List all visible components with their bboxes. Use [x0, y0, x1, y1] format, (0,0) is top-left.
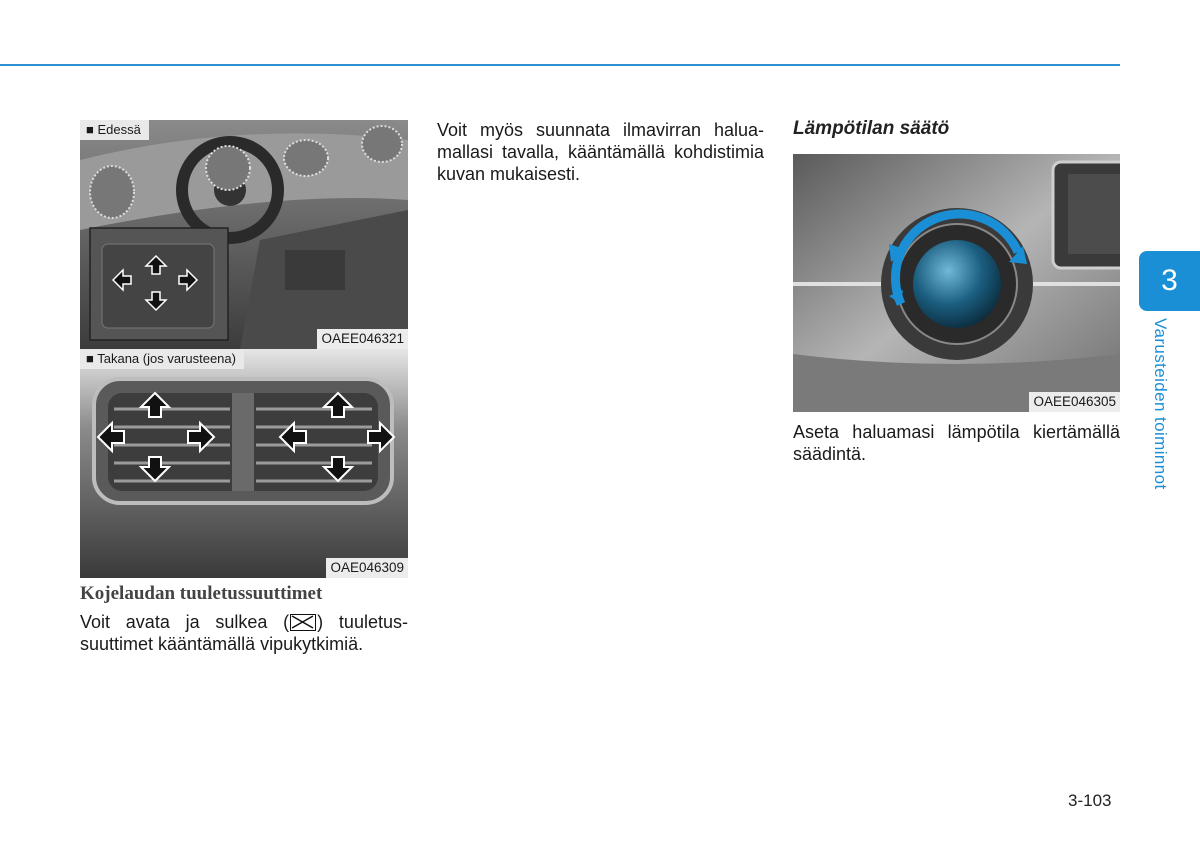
figure-dial-code: OAEE046305 [1029, 392, 1120, 412]
figure-front-code: OAEE046321 [317, 329, 408, 349]
figure-front-vents [80, 120, 408, 349]
figure-rear-label: ■ Takana (jos varusteena) [80, 349, 244, 369]
header-rule [0, 64, 1120, 66]
vent-closed-x-icon [290, 614, 316, 631]
chapter-number-tab: 3 [1139, 251, 1200, 311]
rear-vents-illustration [80, 349, 408, 578]
temperature-dial-illustration [793, 154, 1120, 412]
figure-rear-code: OAE046309 [326, 558, 408, 578]
airflow-direction-text: Voit myös suunnata ilmavirran haluamallasi tavalla, kääntämällä kohdistimia kuvan mukaisesti. [437, 120, 764, 184]
front-vents-illustration [80, 120, 408, 349]
chapter-title: Varusteiden toiminnot [1151, 318, 1170, 490]
figure-rear-vents [80, 349, 408, 578]
temperature-text: Aseta haluamasi lämpötila kiertämällä säädintä. [793, 422, 1120, 464]
figure-front-label: ■ Edessä [80, 120, 149, 140]
figure-temperature-dial [793, 154, 1120, 412]
vent-open-close-text: Voit avata ja sulkea ( ) tuuletussuuttimet kääntämällä vipukytkimiä. [80, 612, 408, 654]
section-heading-temperature: Lämpötilan säätö [793, 118, 950, 139]
figure-caption-title: Kojelaudan tuuletussuuttimet [80, 583, 323, 604]
page-number: 3-103 [1068, 791, 1112, 810]
